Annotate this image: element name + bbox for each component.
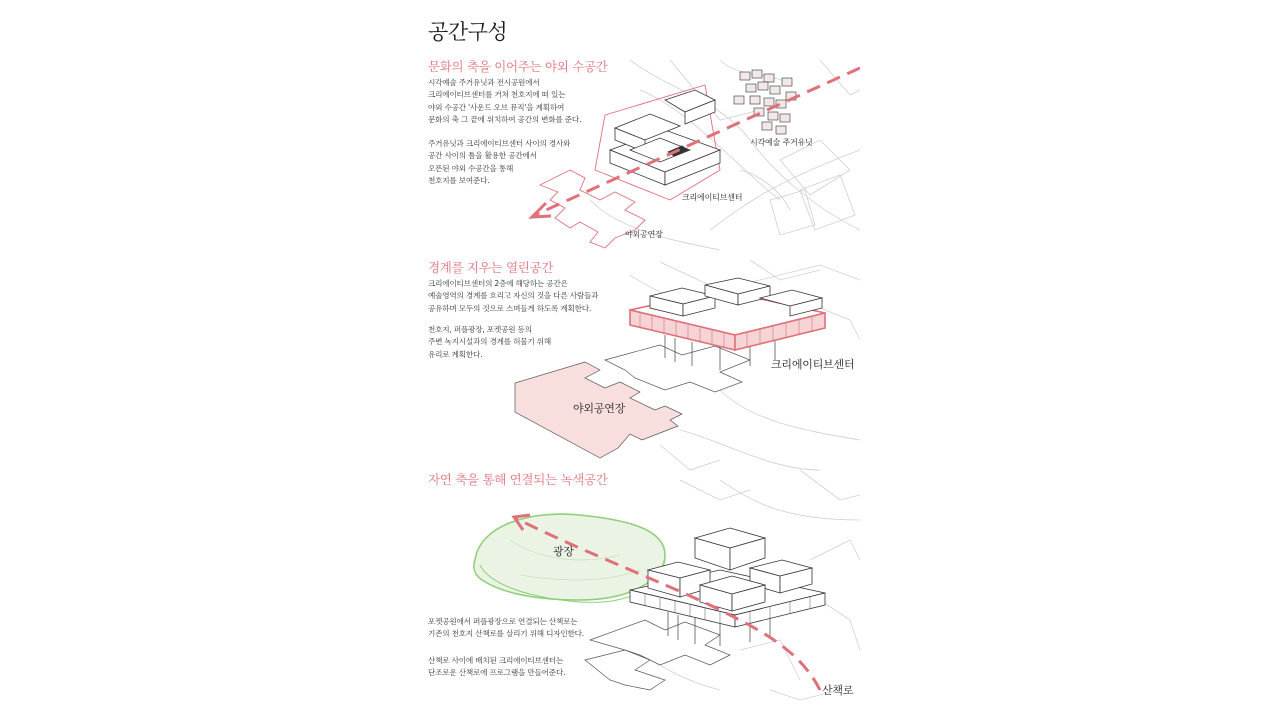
section-3-paragraph-2: 산책로 사이에 배치된 크리에이티브센터는 단조로운 산책로에 프로그램을 만들어준다. [428,656,566,678]
label-residential-units: 시각예술 주거유닛 [750,138,813,147]
section-3-heading: 자연 축을 통해 연결되는 녹색공간 [428,472,608,487]
label-plaza: 광장 [553,545,574,558]
center-building-1 [610,90,720,185]
section-3-paragraph-1: 포켓공원에서 퍼플광장으로 연결되는 산책로는 기존의 천호지 산책로를 살리기 위해 디자인한다. [428,617,584,639]
diagram-sheet [420,0,860,720]
label-trail: 산책로 [822,684,854,697]
section-2-paragraph-1: 크리에이티브센터의 2층에 해당하는 공간은 예술영역의 경계를 흐리고 자신의 것을 다른 사람들과 공유하며 모두의 것으로 스며들게 하도록 계획한다. [428,279,599,313]
label-creative-center-2: 크리에이티브센터 [771,358,855,371]
center-building-2 [630,278,825,350]
page-title: 공간구성 [428,20,508,44]
section-2-heading: 경계를 지우는 열린공간 [428,260,554,275]
residential-units [734,70,796,134]
label-outdoor-stage-1: 야외공연장 [625,230,663,239]
section-1-paragraph-1: 시각예술 주거유닛과 전시공원에서 크리에이티브센터를 거쳐 천호지에 떠 있는 야외 수공간 '사운드 오브 뮤직'을 계획하여 문화의 축 그 끝에 위치하여 공간의 변화를 준다. [428,78,582,125]
label-outdoor-stage-2: 야외공연장 [573,402,626,415]
section-1-paragraph-2: 주거유닛과 크리에이티브센터 사이의 경사와 공간 사이의 틈을 활용한 공간에서 오픈된 야외 수공간을 통해 천호지를 보여준다. [428,139,571,186]
section-1-heading: 문화의 축을 이어주는 야외 수공간 [428,59,608,74]
walkway-platform-2 [605,345,750,392]
label-creative-center-1: 크리에이티브센터 [682,193,743,202]
section-2-paragraph-2: 천호지, 퍼플광장, 포켓공원 등의 주변 녹지시설과의 경계를 허물기 위해 유리로 계획한다. [428,325,552,359]
